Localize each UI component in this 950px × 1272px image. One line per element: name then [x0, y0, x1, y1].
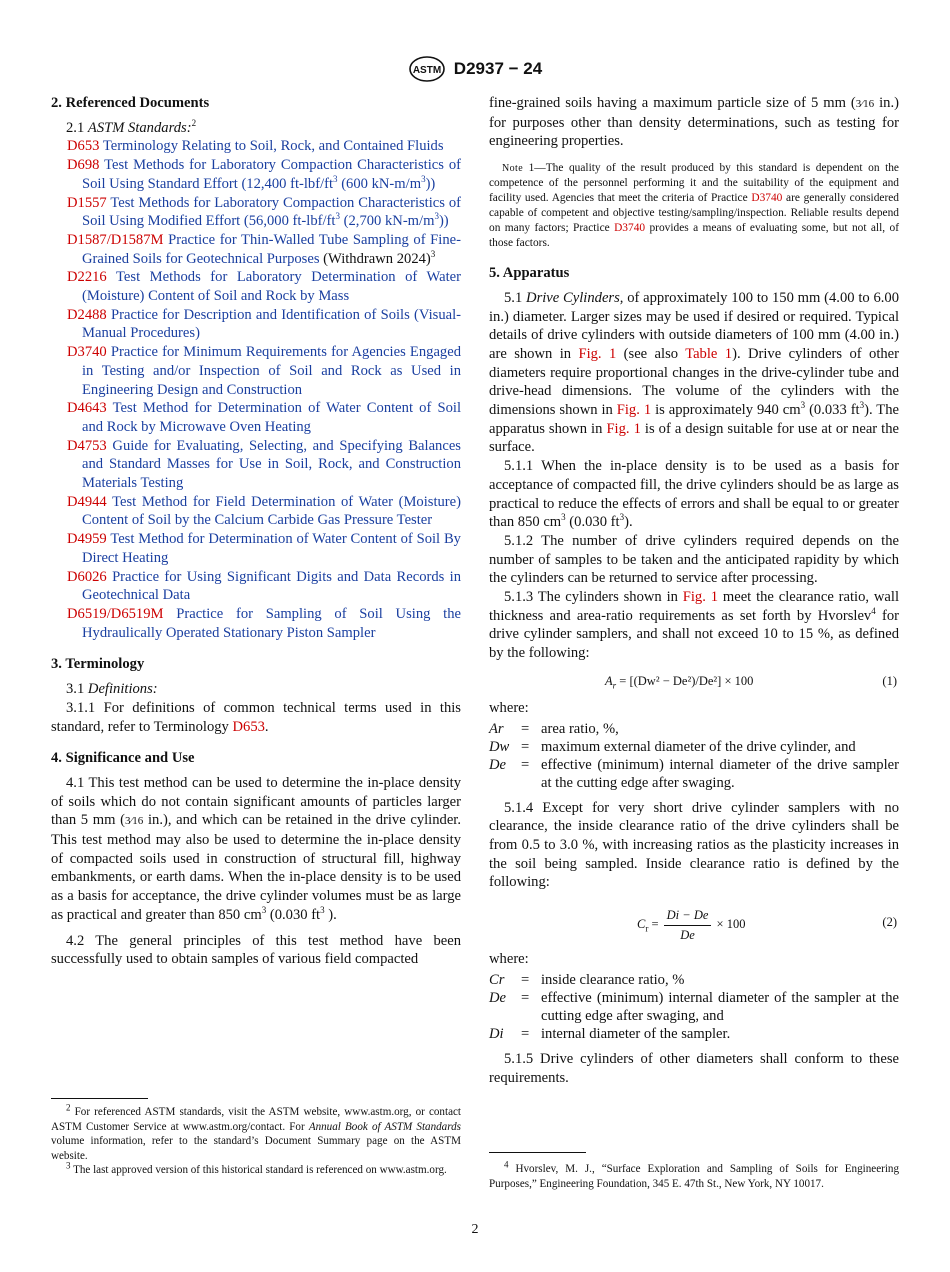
ref-link-d2488[interactable]: D2488 — [67, 306, 107, 323]
document-designation: D2937 − 24 — [453, 59, 543, 78]
reference-item: D4944 Test Method for Field Determination of Water (Moisture) Content of Soil by the Calcium Carbide Gas Pressure Tester — [67, 493, 461, 529]
ref-link-d2216[interactable]: D2216 — [67, 269, 107, 286]
equation-2-number: (2) — [882, 915, 897, 930]
fig-1-link[interactable]: Fig. 1 — [616, 402, 652, 419]
ref-link-d4643[interactable]: D4643 — [67, 400, 107, 417]
paragraph-5-1-2: 5.1.2 The number of drive cylinders required depends on the number of samples to be taken and the anticipated rapidity by which the cylinders can be returned to service after processing. — [489, 532, 899, 587]
ref-link-d3740-note-a[interactable]: D3740 — [751, 192, 783, 205]
where-label: where: — [489, 699, 529, 716]
ref-link-d6519[interactable]: D6519/D6519M — [67, 605, 164, 622]
section-5-heading: 5. Apparatus — [489, 265, 570, 282]
paragraph-5-1-5: 5.1.5 Drive cylinders of other diameters shall conform to these requirements. — [489, 1050, 899, 1086]
paragraph-3-1-1: 3.1.1 For definitions of common technical terms used in this standard, refer to Terminology D653. — [51, 699, 461, 735]
equation-1: $A_r = [(Dw^2 - De^2)/De^2] \times 100$ (1) — [605, 673, 897, 691]
reference-list — [51, 137, 461, 642]
reference-item: D2216 Test Methods for Laboratory Determination of Water (Moisture) Content of Soil and Rock by Mass — [67, 269, 461, 305]
paragraph-4-2: 4.2 The general principles of this test method have been successfully used to obtain samples of various field compacted — [51, 932, 461, 968]
fig-1-link[interactable]: Fig. 1 — [578, 345, 617, 362]
reference-item: D2488 Practice for Description and Identification of Soils (Visual-Manual Procedures) — [67, 306, 462, 342]
reference-item: D4959 Test Method for Determination of Water Content of Soil By Direct Heating — [67, 531, 461, 566]
ref-link-d1587[interactable]: D1587/D1587M — [67, 231, 164, 248]
footnote-rule — [489, 1152, 586, 1153]
reference-item: D4753 Guide for Evaluating, Selecting, and Specifying Balances and Standard Masses for Use in Soil, Rock, and Construction Materials Testing — [67, 437, 461, 492]
ref-link-d4959[interactable]: D4959 — [67, 531, 107, 548]
footnote-rule — [51, 1098, 148, 1099]
paragraph-4-1: 4.1 This test method can be used to determine the in-place density of soils which do not contain significant amounts of particles larger than 5 mm (3⁄16 in.), and which can be retained in the drive cylinder. This test method may also be used to determine the in-place density of compacted soils used in construction of structural fill, highway embankments, or earth dams. When the in-place density is to be used as a basis for acceptance, the drive cylinder volumes must be as large as practical and greater than 850 $cm^3$ (0.030 $ft^3$ ). — [51, 774, 461, 923]
reference-item: D698 Test Methods for Laboratory Compaction Characteristics of Soil Using Standard Effort (12,400 $ft-lbf/ft^3$ (600 $kN-m/m^3$)) — [67, 157, 461, 192]
ref-link-d698[interactable]: D698 — [67, 157, 100, 174]
paragraph-5-1-3: 5.1.3 The cylinders shown in Fig. 1 meet the clearance ratio, wall thickness and area-ratio requirements as set forth by Hvorslev$^4$ for drive cylinder samplers, and shall not exceed 10 to 15 %, as defined by the following: — [489, 589, 900, 662]
ref-link-d653[interactable]: D653 — [67, 138, 100, 155]
right-footnotes — [489, 1152, 899, 1191]
where-label: where: — [489, 951, 529, 968]
reference-item: D6519/D6519M Practice for Sampling of Soil Using the Hydraulically Operated Stationary Piston Sampler — [67, 605, 461, 641]
paragraph-5-1-1: 5.1.1 When the in-place density is to be used as a basis for acceptance of compacted fill, the drive cylinders should be as large as practical to reduce the effects of errors and shall be equal to or greater than 850 $cm^3$ (0.030 $ft^3$). — [489, 458, 899, 531]
equation-2: $C_r$ = $\frac{Di - De}{De}$ × 100 (2) — [637, 908, 897, 942]
section-2-heading: 2. Referenced Documents — [51, 95, 210, 111]
svg-text:ASTM: ASTM — [412, 65, 441, 76]
paragraph-4-2-continued: fine-grained soils having a maximum particle size of 5 mm (3⁄16 in.) for purposes other than density determinations, such as testing for engineering properties. — [489, 95, 899, 150]
fig-1-link[interactable]: Fig. 1 — [606, 420, 641, 437]
footnote-3: $^3$ The last approved version of this historical standard is referenced on www.astm.org. — [66, 1160, 447, 1177]
ref-link-d4944[interactable]: D4944 — [67, 493, 107, 510]
section-4-heading: 4. Significance and Use — [51, 750, 195, 767]
ref-link-d3740-note-b[interactable]: D3740 — [614, 222, 646, 235]
page-number: 2 — [471, 1222, 479, 1237]
where-list-2: Cr = inside clearance ratio, % De = effective (minimum) internal diameter of the sampler at the cutting edge after swaging, and Di = internal diameter of the sampler. — [489, 971, 899, 1042]
fig-1-link[interactable]: Fig. 1 — [682, 589, 719, 606]
reference-item: D1557 Test Methods for Laboratory Compaction Characteristics of Soil Using Modified Effort (56,000 $ft-lbf/ft^3$ (2,700 $kN-m/m^3$)) — [67, 194, 461, 230]
ref-link-d653-inline[interactable]: D653 — [232, 718, 265, 735]
section-3-heading: 3. Terminology — [51, 656, 145, 673]
paragraph-5-1: 5.1 Drive Cylinders, of approximately 100 to 150 mm (4.00 to 6.00 in.) diameter. Larger sizes may be used if desired or required. Typical details of drive cylinders with outside diameters of 100 mm (4.00 in.) are shown in Fig. 1 (see also Table 1). Drive cylinders of other diameters require proportional changes in the drive-cylinder tube and drive-head dimensions. The volume of the cylinders with the dimensions shown in Fig. 1 is approximately 940 $cm^3$ (0.033 $ft^3$). The apparatus shown in Fig. 1 is of a design suitable for use at or near the surface. — [489, 289, 900, 456]
paragraph-2-1: 2.1 ASTM Standards:$^2$ — [66, 117, 197, 136]
paragraph-5-1-4: 5.1.4 Except for very short drive cylinder samplers with no clearance, the inside clearance ratio of the drive cylinders shall be from 0.5 to 3.0 %, with increasing ratios as the plasticity increases in the soil being sampled. Inside clearance ratio is defined by the following: — [489, 799, 899, 891]
note-1: Note 1—The quality of the result produced by this standard is dependent on the competence of the personnel performing it and the suitability of the equipment and facility used. Agencies that meet the criteria of Practice D3740 are generally considered capable of competent and objective testing/sampling/inspection. Reliable results depend on many factors; Practice D3740 provides a means of evaluating some, but not all, of those factors. — [489, 162, 899, 250]
reference-item: D653 Terminology Relating to Soil, Rock, and Contained Fluids — [67, 138, 444, 155]
reference-item: D4643 Test Method for Determination of Water Content of Soil and Rock by Microwave Oven Heating — [67, 400, 461, 435]
reference-item: D3740 Practice for Minimum Requirements for Agencies Engaged in Testing and/or Inspection of Soil and Rock as Used in Engineering Design and Construction — [67, 344, 461, 398]
reference-item: D1587/D1587M Practice for Thin-Walled Tube Sampling of Fine-Grained Soils for Geotechnical Purposes (Withdrawn 2024)$^3$ — [67, 231, 461, 267]
ref-link-d4753[interactable]: D4753 — [67, 437, 107, 454]
ref-link-d3740[interactable]: D3740 — [67, 344, 107, 361]
ref-link-d1557[interactable]: D1557 — [67, 194, 107, 211]
astm-logo-icon — [408, 56, 446, 82]
reference-item: D6026 Practice for Using Significant Digits and Data Records in Geotechnical Data — [67, 568, 462, 604]
left-footnotes — [51, 1098, 461, 1178]
table-1-link[interactable]: Table 1 — [685, 345, 733, 362]
paragraph-3-1: 3.1 Definitions: — [66, 681, 158, 698]
equation-1-number: (1) — [882, 673, 897, 688]
left-column — [51, 94, 462, 1177]
footnote-4: $^4$ Hvorslev, M. J., “Surface Exploration and Sampling of Soils for Engineering Purposes,” Engineering Foundation, 345 E. 47th St., New York, NY 10017. — [489, 1159, 899, 1190]
footnote-2: $^2$ For referenced ASTM standards, visit the ASTM website, www.astm.org, or contact ASTM Customer Service at www.astm.org/contact. For Annual Book of ASTM Standards volume information, refer to the standard’s Document Summary page on the ASTM website. — [51, 1102, 461, 1162]
page-header — [0, 56, 950, 82]
ref-link-d6026[interactable]: D6026 — [67, 568, 107, 585]
where-list-1: Ar = area ratio, %, Dw = maximum external diameter of the drive cylinder, and De = effective (minimum) internal diameter of the drive sampler at the cutting edge after swaging. — [489, 720, 899, 791]
right-column — [489, 94, 900, 1190]
